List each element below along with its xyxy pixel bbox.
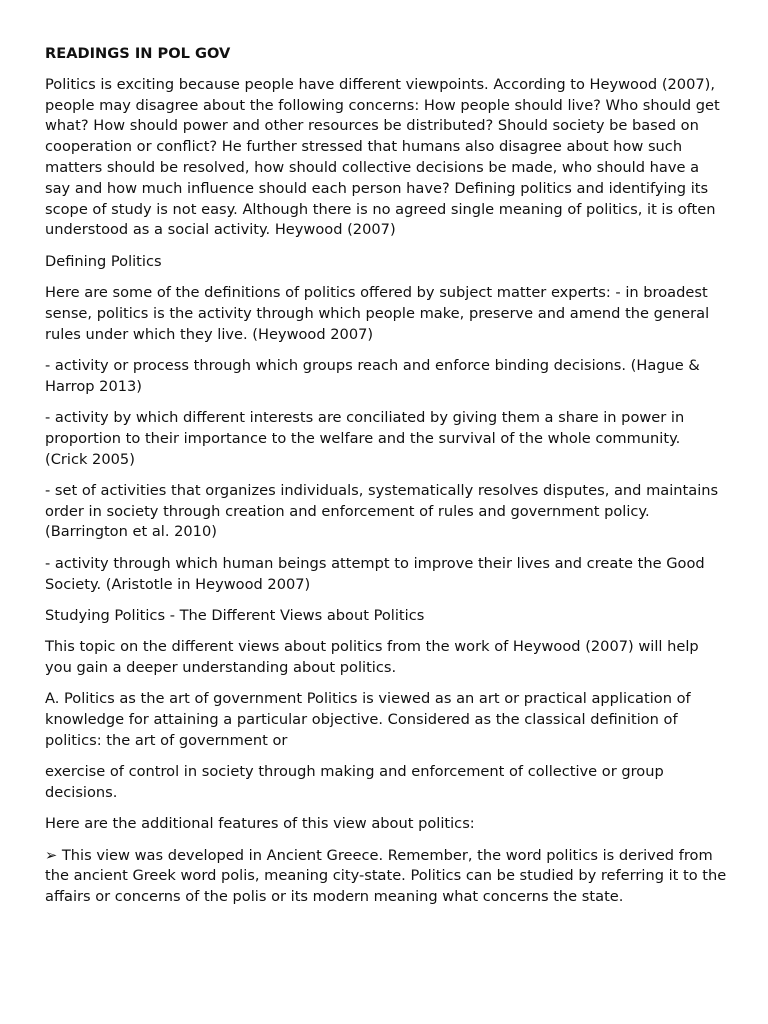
bullet-ancient-greece: ➢ This view was developed in Ancient Greece. Remember, the word politics is derived from the ancient Greek word polis, meaning city-state. Politics can be studied by referring it to the affairs or concerns of the polis or its modern meaning what concerns the state. (45, 846, 727, 906)
document-title: READINGS IN POL GOV (45, 45, 231, 62)
paragraph-exercise-of-control: exercise of control in society through making and enforcement of collective or group decisions. (45, 763, 664, 801)
heading-studying-politics: Studying Politics - The Different Views about Politics (45, 606, 425, 624)
definition-barrington: - set of activities that organizes individuals, systematically resolves disputes, and maintains order in society through creation and enforcement of rules and government policy. (Barrington et al. 2010) (45, 481, 719, 541)
definition-aristotle: - activity through which human beings attempt to improve their lives and create the Good Society. (Aristotle in Heywood 2007) (45, 554, 705, 593)
heading-defining-politics: Defining Politics (45, 252, 162, 270)
paragraph-topic-intro: This topic on the different views about politics from the work of Heywood (2007) will help you gain a deeper understanding about politics. (45, 638, 699, 676)
paragraph-intro: Politics is exciting because people have different viewpoints. According to Heywood (2007), people may disagree about the following concerns: How people should live? Who should get what? How should power and other resources be distributed? Should society be based on cooperation or conflict? He further stressed that humans also disagree about how such matters should be resolved, how should collective decisions be made, who should have a say and how much influence should each person have? Defining politics and identifying its scope of study is not easy. Although there is no agreed single meaning of politics, it is often understood as a social activity. Heywood (2007) (45, 75, 720, 239)
paragraph-definitions-intro: Here are some of the definitions of politics offered by subject matter experts: - in broadest sense, politics is the activity through which people make, preserve and amend the general rules under which they live. (Heywood 2007) (45, 283, 710, 343)
definition-crick: - activity by which different interests are conciliated by giving them a share in power in proportion to their importance to the welfare and the survival of the whole community. (Crick 2005) (45, 408, 685, 468)
definition-hague-harrop: - activity or process through which groups reach and enforce binding decisions. (Hague & Harrop 2013) (45, 356, 700, 395)
paragraph-art-of-government: A. Politics as the art of government Politics is viewed as an art or practical application of knowledge for attaining a particular objective. Considered as the classical definition of politics: the art of government or (45, 690, 691, 749)
document-page (45, 44, 727, 918)
paragraph-additional-features: Here are the additional features of this view about politics: (45, 815, 475, 833)
